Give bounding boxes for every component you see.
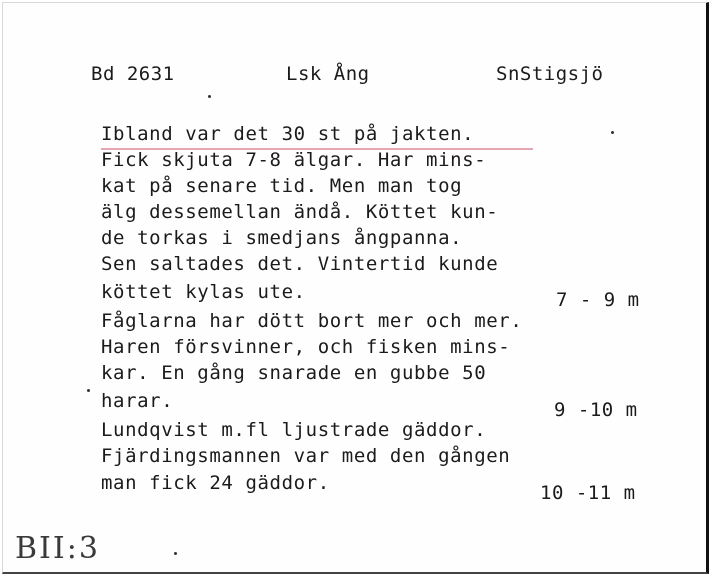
speck-mark	[87, 389, 90, 392]
text-line-14: man fick 24 gäddor.	[101, 472, 330, 494]
text-line-12: Lundqvist m.fl ljustrade gäddor.	[101, 419, 487, 441]
text-line-8: Fåglarna har dött bort mer och mer.	[101, 310, 523, 332]
text-line-2: Fick skjuta 7-8 älgar. Har mins-	[101, 149, 487, 171]
text-line-1: Ibland var det 30 st på jakten.	[101, 123, 475, 145]
text-line-11: harar.	[101, 390, 174, 412]
parish-name: SnStigsjö	[496, 63, 604, 85]
text-line-13: Fjärdingsmannen var med den gången	[101, 445, 511, 467]
recorder-code: Lsk Ång	[286, 63, 370, 85]
text-line-4: älg dessemellan ändå. Köttet kun-	[101, 201, 499, 223]
text-line-10: kar. En gång snarade en gubbe 50	[101, 362, 487, 384]
text-line-9: Haren försvinner, och fisken mins-	[101, 336, 511, 358]
text-line-3: kat på senare tid. Men man tog	[101, 175, 463, 197]
text-line-6: Sen saltades det. Vintertid kunde	[101, 253, 499, 275]
archive-card	[2, 2, 709, 574]
page-ref-2: 9 -10 m	[554, 399, 638, 421]
speck-mark	[208, 95, 211, 98]
text-line-5: de torkas i smedjans ångpanna.	[101, 227, 463, 249]
text-line-7: köttet kylas ute.	[101, 281, 306, 303]
speck-mark	[174, 552, 177, 555]
handwritten-note: BII:3	[15, 531, 100, 566]
page-ref-1: 7 - 9 m	[556, 289, 640, 311]
card-number: Bd 2631	[91, 63, 175, 85]
speck-mark	[611, 131, 614, 134]
page-ref-3: 10 -11 m	[540, 482, 636, 504]
